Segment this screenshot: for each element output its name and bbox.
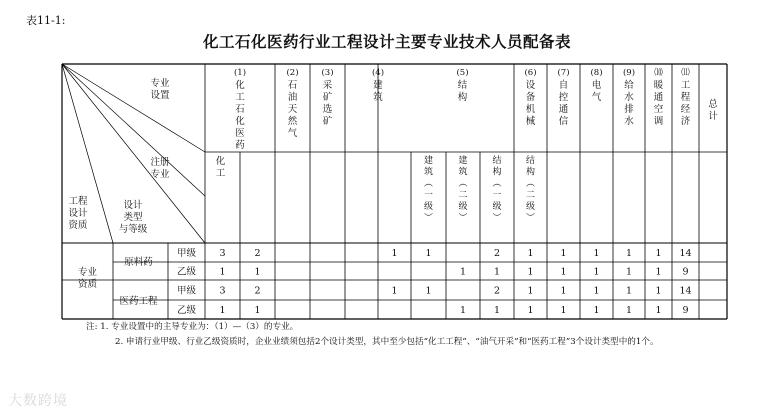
data-cell: 1	[219, 305, 226, 316]
data-cell: 1	[593, 248, 600, 259]
row-type-label: 原料药	[124, 257, 153, 268]
row-grade-label: 乙级	[176, 305, 197, 316]
column-header: 总计	[708, 99, 718, 122]
data-cell: 1	[527, 285, 534, 297]
note-2: 2. 申请行业甲级、行业乙级资质时，企业业绩须包括2个设计类型，其中至少包括“化工工程”、“油气开采”和“医药工程”3个设计类型中的1个。	[115, 337, 659, 347]
column-number: (4)	[371, 68, 385, 78]
data-cell: 1	[219, 266, 226, 278]
subheader-architecture-2: 建筑︵二级︶	[458, 156, 468, 224]
data-cell: 2	[254, 248, 261, 259]
data-cell: 1	[425, 248, 432, 259]
data-cell: 1	[655, 305, 662, 316]
row-grade-label: 甲级	[176, 248, 197, 259]
data-cell: 1	[560, 285, 567, 297]
subheader-architecture-1: 建筑︵一级︶	[423, 156, 434, 224]
data-cell: 1	[527, 266, 534, 278]
corner-diagonal	[62, 64, 205, 196]
data-cell: 14	[679, 285, 692, 297]
data-cell: 2	[254, 285, 261, 297]
data-cell: 1	[625, 266, 633, 278]
data-cell: 1	[527, 305, 534, 316]
data-cell: 1	[459, 305, 467, 316]
subheader-structure-1: 结构︵一级︶	[492, 156, 502, 224]
watermark-logo: 大数跨境	[8, 393, 68, 409]
column-header: 电气	[591, 80, 602, 103]
data-cell: 2	[493, 248, 501, 259]
subheader-chemical: 化工	[215, 156, 226, 179]
column-number: (7)	[557, 68, 570, 78]
column-header: 化工石化医药	[235, 80, 245, 151]
column-header: 结构	[457, 80, 468, 103]
data-cell: 2	[493, 285, 501, 297]
column-header: 自控通信	[558, 80, 569, 127]
data-cell: 1	[459, 266, 467, 278]
data-cell: 1	[625, 305, 633, 316]
corner-label-design-type: 设计类型与等级	[118, 200, 148, 235]
data-cell: 1	[493, 305, 501, 316]
data-cell: 1	[655, 248, 662, 259]
data-cell: 1	[425, 285, 432, 297]
row-grade-label: 乙级	[176, 266, 197, 278]
column-number: (6)	[524, 68, 537, 78]
data-cell: 1	[391, 285, 398, 297]
data-cell: 1	[560, 305, 567, 316]
column-header: 采矿选矿	[322, 80, 333, 127]
data-cell: 3	[219, 248, 226, 259]
row-group-label: 专业资质	[77, 267, 98, 290]
column-number: (2)	[286, 68, 299, 78]
data-cell: 3	[219, 285, 226, 297]
corner-label-qualification: 工程设计资质	[68, 196, 88, 231]
column-number: ⑾	[681, 68, 690, 78]
data-cell: 1	[593, 285, 600, 297]
table-title: 化工石化医药行业工程设计主要专业技术人员配备表	[202, 33, 571, 51]
data-cell: 1	[593, 266, 600, 278]
column-header: 暖通空调	[653, 80, 664, 127]
subheader-structure-2: 结构︵二级︶	[525, 156, 536, 224]
row-grade-label: 甲级	[176, 285, 197, 297]
column-header: 设备机械	[525, 80, 536, 127]
column-number: ⑽	[654, 68, 663, 78]
column-number: (9)	[622, 68, 636, 78]
data-cell: 1	[625, 285, 633, 297]
data-cell: 1	[391, 248, 398, 259]
corner-label-specialty: 专业设置	[150, 78, 170, 101]
data-cell: 1	[655, 285, 662, 297]
column-header: 工程经济	[680, 80, 691, 127]
corner-label-registered: 注册专业	[150, 157, 170, 180]
data-cell: 14	[679, 248, 692, 259]
column-number: (1)	[233, 68, 247, 78]
column-number: (8)	[590, 68, 603, 78]
column-header: 给水排水	[624, 80, 634, 127]
data-cell: 1	[560, 248, 567, 259]
data-cell: 9	[682, 266, 689, 278]
data-cell: 1	[493, 266, 501, 278]
data-cell: 1	[527, 248, 534, 259]
data-cell: 1	[625, 248, 633, 259]
data-cell: 1	[593, 305, 600, 316]
column-header: 建筑	[373, 80, 383, 103]
column-header: 石油天然气	[287, 80, 298, 139]
row-type-label: 医药工程	[119, 296, 158, 307]
data-cell: 1	[655, 266, 662, 278]
data-cell: 1	[560, 266, 567, 278]
column-number: (3)	[321, 68, 334, 78]
data-cell: 9	[682, 305, 689, 316]
data-cell: 1	[254, 305, 261, 316]
table-number-label: 表11-1:	[26, 14, 66, 27]
column-number: (5)	[456, 68, 469, 78]
note-1: 注: 1. 专业设置中的主导专业为：（1）—（3）的专业。	[86, 322, 299, 332]
data-cell: 1	[254, 266, 261, 278]
